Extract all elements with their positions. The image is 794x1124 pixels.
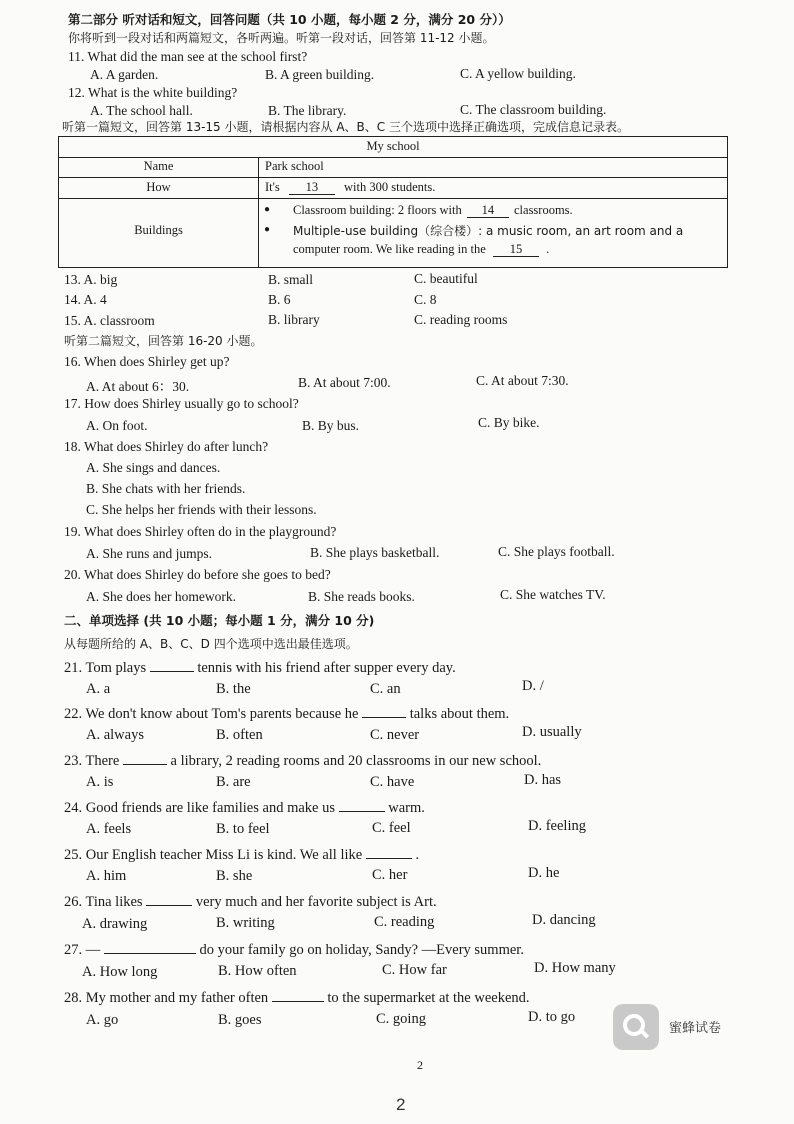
buildings-label: Buildings <box>134 223 183 237</box>
how-pre: It's <box>265 180 280 194</box>
blank-15: 15 <box>493 242 539 257</box>
q16-option-a: A. At about 6：30. <box>86 379 190 394</box>
q23-option-a: A. is <box>86 774 114 790</box>
q11-option-a: A. A garden. <box>90 67 159 82</box>
q18-option-b: B. She chats with her friends. <box>86 481 246 496</box>
q16-option-b: B. At about 7:00. <box>298 375 391 390</box>
q22-option-a: A. always <box>86 727 144 743</box>
q18-option-a: A. She sings and dances. <box>86 460 221 475</box>
q14-option-c: C. 8 <box>414 292 437 307</box>
q22-option-b: B. often <box>216 727 263 743</box>
part2-instruction: 你将听到一段对话和两篇短文，各听两遍。听第一段对话，回答第 11-12 小题。 <box>68 31 495 45</box>
q28-pre: 28. My mother and my father often <box>64 990 269 1006</box>
b2-pre: computer room. We like reading in the <box>293 242 486 256</box>
q28-stem <box>64 987 530 1007</box>
q22-post: talks about them. <box>409 706 510 722</box>
q21-option-a: A. a <box>86 681 111 697</box>
q12-option-a: A. The school hall. <box>90 103 193 118</box>
q25-blank <box>366 844 412 859</box>
q28-option-b: B. goes <box>218 1012 262 1028</box>
q28-option-a: A. go <box>86 1012 119 1028</box>
q12-option-c: C. The classroom building. <box>460 102 607 117</box>
table-title-row <box>59 137 727 158</box>
q27-pre: 27. — <box>64 942 101 958</box>
q11-option-c: C. A yellow building. <box>460 66 576 81</box>
blank-13: 13 <box>289 180 335 195</box>
q17-option-a: A. On foot. <box>86 418 148 433</box>
q13-option-b: B. small <box>268 272 314 287</box>
single-choice-heading: 二、单项选择 (共 10 小题；每小题 1 分，满分 10 分) <box>64 613 375 628</box>
b2-post: . <box>546 242 550 256</box>
q18-stem: 18. What does Shirley do after lunch? <box>64 439 269 454</box>
q23-option-c: C. have <box>370 774 415 790</box>
table-title: My school <box>366 139 420 153</box>
q27-stem <box>64 939 524 959</box>
q16-option-c: C. At about 7:30. <box>476 373 569 388</box>
q28-option-d: D. to go <box>528 1009 576 1025</box>
q26-blank <box>146 891 192 906</box>
q19-option-c: C. She plays football. <box>498 544 615 559</box>
page-number-inner: 2 <box>417 1058 423 1072</box>
q24-option-a: A. feels <box>86 821 132 837</box>
q20-option-a: A. She does her homework. <box>86 589 236 604</box>
q20-option-c: C. She watches TV. <box>500 587 606 602</box>
q23-option-d: D. has <box>524 772 562 788</box>
q25-stem <box>64 844 419 864</box>
q27-option-d: D. How many <box>534 960 616 976</box>
q28-option-c: C. going <box>376 1011 426 1027</box>
table-row-how <box>59 177 727 199</box>
blank-14: 14 <box>467 203 509 218</box>
q17-option-c: C. By bike. <box>478 415 540 430</box>
q22-blank <box>362 703 406 718</box>
bullet-2: ● <box>264 224 271 235</box>
q25-option-d: D. he <box>528 865 560 881</box>
q24-option-b: B. to feel <box>216 821 270 837</box>
q26-option-b: B. writing <box>216 915 275 931</box>
q23-blank <box>123 750 167 765</box>
q21-post: tennis with his friend after supper every day. <box>197 660 456 676</box>
info-record-table <box>58 136 728 268</box>
b1-post: classrooms. <box>514 203 573 217</box>
q27-post: do your family go on holiday, Sandy? —Every summer. <box>199 942 524 958</box>
q14-option-b: B. 6 <box>268 292 291 307</box>
q17-stem: 17. How does Shirley usually go to school? <box>64 396 299 411</box>
q27-option-b: B. How often <box>218 963 297 979</box>
q11-option-b: B. A green building. <box>265 67 375 82</box>
q12-stem: 12. What is the white building? <box>68 85 238 100</box>
page-number-outer: 2 <box>396 1095 406 1114</box>
q24-option-c: C. feel <box>372 820 411 836</box>
q26-option-a: A. drawing <box>82 916 148 932</box>
q24-stem <box>64 797 425 817</box>
watermark <box>613 1004 743 1050</box>
how-label: How <box>146 180 171 194</box>
q21-pre: 21. Tom plays <box>64 660 147 676</box>
q19-option-b: B. She plays basketball. <box>310 545 440 560</box>
q21-option-d: D. / <box>522 678 544 694</box>
building-classroom <box>293 203 573 218</box>
q21-option-b: B. the <box>216 681 251 697</box>
q27-option-c: C. How far <box>382 962 447 978</box>
q26-option-d: D. dancing <box>532 912 596 928</box>
q19-stem: 19. What does Shirley often do in the playground? <box>64 524 337 539</box>
q28-post: to the supermarket at the weekend. <box>327 990 530 1006</box>
q18-option-c: C. She helps her friends with their lessons. <box>86 502 317 517</box>
q27-option-a: A. How long <box>82 964 158 980</box>
name-value: Park school <box>265 159 324 173</box>
q24-blank <box>339 797 385 812</box>
q12-option-b: B. The library. <box>268 103 347 118</box>
q22-option-d: D. usually <box>522 724 582 740</box>
q21-blank <box>150 657 194 672</box>
q21-stem <box>64 657 456 677</box>
b1-pre: Classroom building: 2 floors with <box>293 203 462 217</box>
building-multiuse: Multiple-use building（综合楼）: a music room, an art room and a <box>293 224 684 238</box>
q11-stem: 11. What did the man see at the school first? <box>68 49 308 64</box>
q25-pre: 25. Our English teacher Miss Li is kind. We all like <box>64 847 363 863</box>
q25-post: . <box>415 847 420 863</box>
q21-option-c: C. an <box>370 681 401 697</box>
bullet-1: ● <box>264 204 271 215</box>
single-choice-instruction: 从每题所给的 A、B、C、D 四个选项中选出最佳选项。 <box>64 637 358 651</box>
name-label: Name <box>143 159 174 173</box>
q23-option-b: B. are <box>216 774 251 790</box>
q16-stem: 16. When does Shirley get up? <box>64 354 230 369</box>
q26-pre: 26. Tina likes <box>64 894 143 910</box>
q14-option-a: 14. A. 4 <box>64 292 107 307</box>
q25-option-c: C. her <box>372 867 408 883</box>
passage2-instruction: 听第二篇短文，回答第 16-20 小题。 <box>64 334 263 348</box>
q26-option-c: C. reading <box>374 914 435 930</box>
q22-option-c: C. never <box>370 727 420 743</box>
table-row-name <box>59 157 727 178</box>
search-q-icon <box>613 1004 659 1050</box>
q25-option-b: B. she <box>216 868 253 884</box>
q17-option-b: B. By bus. <box>302 418 360 433</box>
q27-blank <box>104 939 196 954</box>
q24-pre: 24. Good friends are like families and make us <box>64 800 335 816</box>
q26-post: very much and her favorite subject is Art. <box>195 894 437 910</box>
q24-post: warm. <box>388 800 425 816</box>
building-multiuse-line2 <box>293 242 549 257</box>
passage1-instruction: 听第一篇短文，回答第 13-15 小题，请根据内容从 A、B、C 三个选项中选择正确选项，完成信息记录表。 <box>62 120 629 134</box>
how-post: with 300 students. <box>344 180 436 194</box>
q20-stem: 20. What does Shirley do before she goes to bed? <box>64 567 331 582</box>
q28-blank <box>272 987 324 1002</box>
q19-option-a: A. She runs and jumps. <box>86 546 212 561</box>
q13-option-c: C. beautiful <box>414 271 478 286</box>
q26-stem <box>64 891 437 911</box>
q15-option-a: 15. A. classroom <box>64 313 155 328</box>
q25-option-a: A. him <box>86 868 127 884</box>
q23-post: a library, 2 reading rooms and 20 classrooms in our new school. <box>170 753 542 769</box>
q24-option-d: D. feeling <box>528 818 586 834</box>
watermark-text: 蜜蜂试卷 <box>669 1021 722 1036</box>
q22-pre: 22. We don't know about Tom's parents because he <box>64 706 359 722</box>
q23-pre: 23. There <box>64 753 120 769</box>
part2-heading: 第二部分 听对话和短文，回答问题（共 10 小题，每小题 2 分，满分 20 分）） <box>68 12 511 27</box>
q15-option-c: C. reading rooms <box>414 312 508 327</box>
q22-stem <box>64 703 509 723</box>
how-value <box>265 180 435 195</box>
q15-option-b: B. library <box>268 312 320 327</box>
q13-option-a: 13. A. big <box>64 272 118 287</box>
q20-option-b: B. She reads books. <box>308 589 415 604</box>
q23-stem <box>64 750 541 770</box>
